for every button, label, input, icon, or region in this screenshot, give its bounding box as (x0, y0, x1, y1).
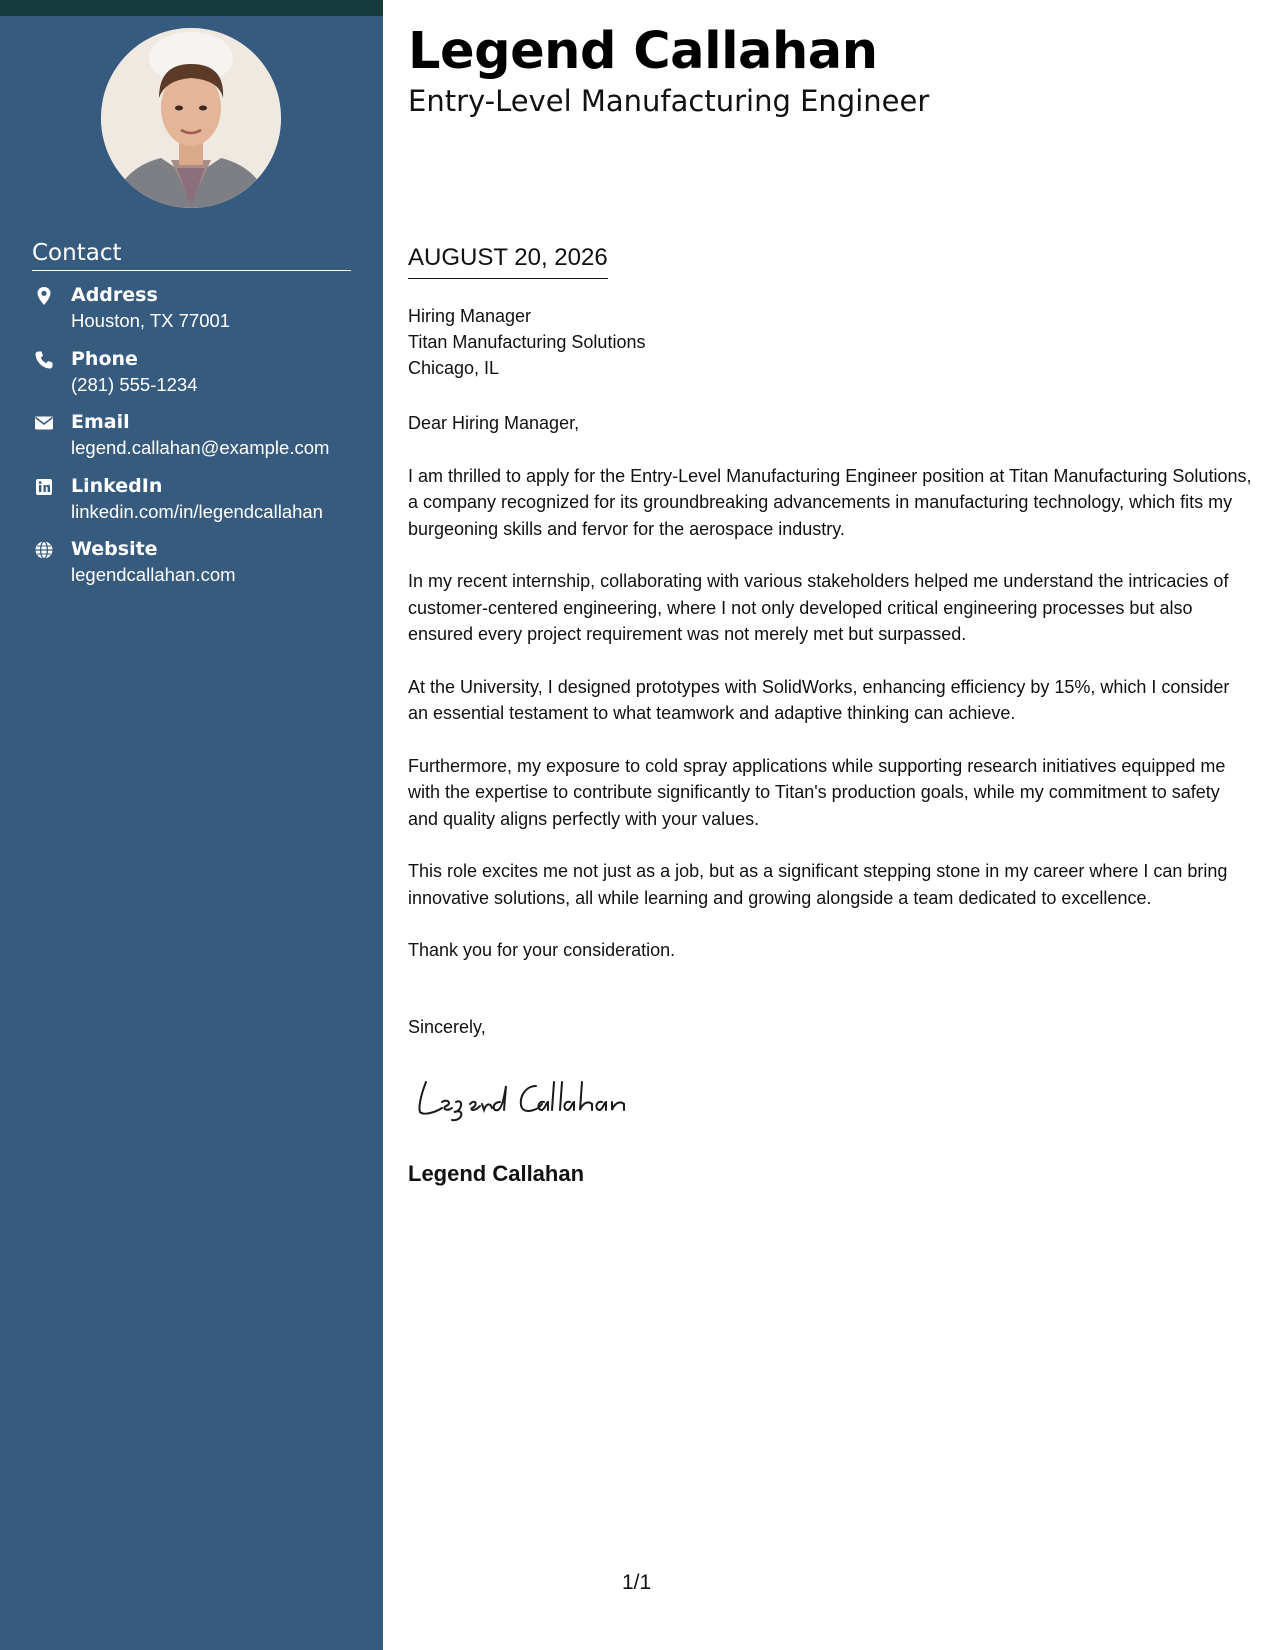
recipient-line: Hiring Manager (408, 306, 532, 326)
salutation: Dear Hiring Manager, (408, 413, 580, 433)
contact-value: linkedin.com/in/legendcallahan (71, 500, 323, 522)
body-paragraph: Furthermore, my exposure to cold spray applications while supporting research initiatives equipped me with the expertise to contribute significantly to Titan's production goals, while my commitment to safety and quality aligns perfectly with your values. (408, 755, 1226, 829)
globe-icon (34, 540, 54, 560)
contact-label: Phone (71, 347, 138, 370)
avatar (101, 28, 281, 208)
closing: Sincerely, (408, 1017, 486, 1037)
linkedin-icon (34, 477, 54, 497)
page-number: 1/1 (622, 1571, 652, 1594)
contact-heading: Contact (32, 240, 351, 271)
contact-item-website (32, 538, 362, 602)
contact-item-linkedin (32, 475, 362, 539)
signer-name: Legend Callahan (408, 1161, 585, 1186)
avatar-photo (101, 28, 281, 208)
body-paragraph: At the University, I designed prototypes with SolidWorks, enhancing efficiency by 15%, which I consider an essential testament to what teamwork and adaptive thinking can achieve. (408, 676, 1230, 723)
handwritten-signature (412, 1072, 672, 1122)
contact-value: legendcallahan.com (71, 564, 236, 585)
phone-icon (34, 350, 54, 370)
applicant-name: Legend Callahan (408, 22, 878, 81)
envelope-icon (34, 413, 54, 433)
body-paragraph: This role excites me not just as a job, but as a significant stepping stone in my career where I can bring innovative solutions, all while learning and growing alongside a team dedicated to excellence. (408, 861, 1228, 908)
contact-list (32, 284, 362, 602)
body-paragraph: Thank you for your consideration. (408, 940, 676, 960)
body-paragraph: I am thrilled to apply for the Entry-Level Manufacturing Engineer position at Titan Manufacturing Solutions, a company recognized for its groundbreaking advancements in manufacturing technology, which fits my burgeoning skills and fervor for the aerospace industry. (408, 465, 1252, 539)
sidebar (0, 0, 383, 1650)
contact-label: Address (71, 284, 158, 306)
contact-label: Email (71, 411, 130, 433)
contact-value: (281) 555-1234 (71, 373, 198, 395)
body-paragraph: In my recent internship, collaborating with various stakeholders helped me understand the intricacies of customer-centered engineering, where I not only developed critical engineering processes but also ensured every project requirement was not merely met but surpassed. (408, 571, 1229, 644)
sidebar-top-bar (0, 0, 383, 16)
map-pin-icon (34, 286, 54, 306)
job-title: Entry-Level Manufacturing Engineer (408, 84, 930, 118)
contact-value: legend.callahan@example.com (71, 437, 330, 458)
recipient-line: Titan Manufacturing Solutions (408, 332, 646, 352)
recipient-line: Chicago, IL (408, 358, 500, 378)
letter-body (408, 410, 1253, 990)
contact-item-email (32, 411, 362, 475)
recipient-block (408, 303, 645, 381)
contact-item-address (32, 284, 362, 348)
letter-date: AUGUST 20, 2026 (408, 244, 608, 279)
contact-item-phone (32, 348, 362, 412)
contact-label: Website (71, 538, 158, 560)
contact-value: Houston, TX 77001 (71, 310, 231, 331)
contact-label: LinkedIn (71, 474, 163, 497)
